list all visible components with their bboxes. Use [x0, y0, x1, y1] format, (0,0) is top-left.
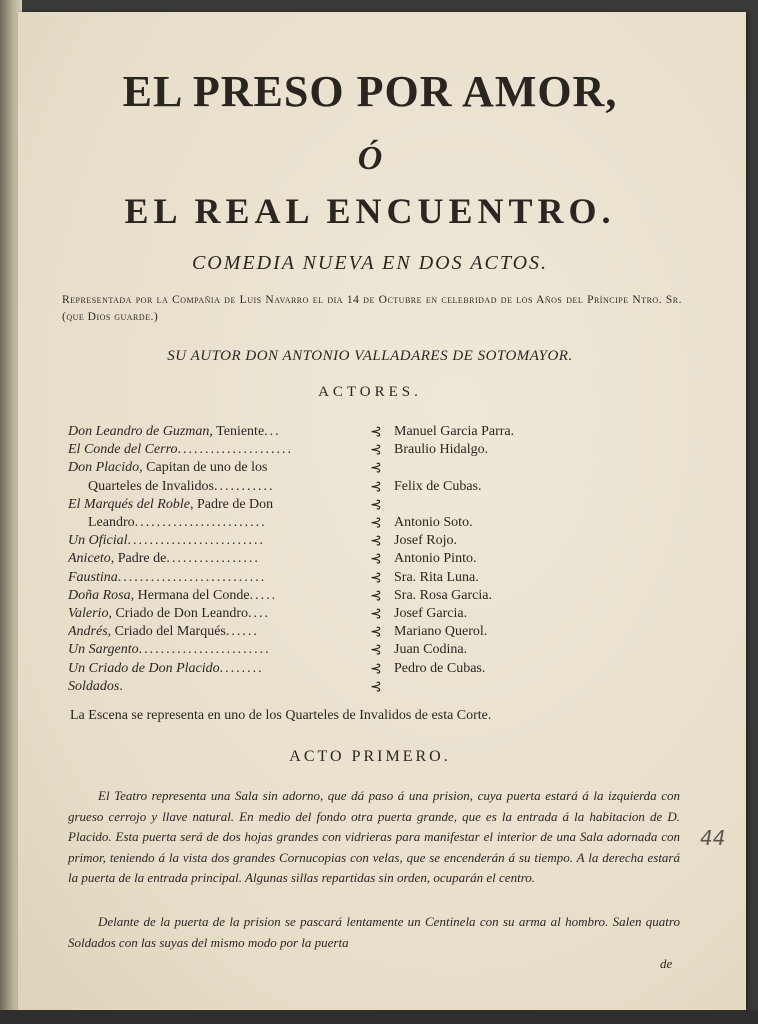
- scan-border: [0, 1010, 758, 1024]
- leader-dots: .....................: [177, 442, 294, 458]
- ornament-glyph: ⊰: [370, 461, 382, 477]
- ornament-glyph: ⊰: [370, 479, 382, 495]
- leader-dots: ........................: [138, 642, 271, 658]
- role-name: Soldados: [68, 678, 120, 694]
- ornament-glyph: ⊰: [370, 552, 382, 568]
- pencil-folio-note: 44: [700, 826, 726, 850]
- cast-role: [68, 533, 360, 549]
- actor-name: Sra. Rita Luna.: [394, 569, 479, 585]
- representation-note: Representada por la Compañia de Luis Navarro el dia 14 de Octubre en celebridad de los Años del Príncipe Ntro. Sr. (que Dios guarde.): [62, 294, 682, 323]
- role-description: Leandro: [88, 515, 135, 530]
- cast-row: [0, 551, 740, 569]
- role-name: Aniceto: [68, 551, 111, 567]
- ornament-glyph: ⊰: [370, 588, 382, 604]
- ornament-glyph: ⊰: [370, 625, 382, 641]
- cast-row: [0, 570, 740, 588]
- role-name: Un Sargento: [68, 642, 139, 658]
- role-name: Un Criado de Don Placido: [68, 660, 220, 676]
- scene-setting: La Escena se representa en uno de los Quarteles de Invalidos de esta Corte.: [70, 708, 492, 723]
- cast-role: [68, 497, 360, 513]
- role-description: , Criado del Marqués: [107, 624, 226, 640]
- cast-row: [0, 460, 740, 478]
- cast-role: [68, 606, 360, 622]
- cast-role: [68, 442, 360, 458]
- role-name: Faustina: [68, 569, 118, 585]
- role-description: , Padre de: [110, 551, 167, 567]
- leader-dots: .....: [249, 587, 278, 603]
- actor-name: Pedro de Cubas.: [394, 660, 486, 676]
- leader-dots: .........................: [127, 533, 265, 549]
- role-description: Quarteles de Invalidos: [88, 478, 214, 494]
- role-description: , Capitan de uno de los: [139, 460, 268, 476]
- role-name: Don Placido: [68, 460, 140, 476]
- role-description: , Padre de Don: [189, 496, 274, 512]
- actor-name: Antonio Soto.: [394, 515, 473, 530]
- ornament-glyph: ⊰: [370, 643, 382, 659]
- cast-row: [0, 479, 740, 497]
- cast-row: [0, 533, 740, 551]
- actor-name: Josef Garcia.: [394, 606, 468, 621]
- cast-row: [0, 642, 740, 660]
- act-heading: ACTO PRIMERO.: [289, 748, 451, 765]
- cast-role: [68, 679, 360, 695]
- role-name: El Conde del Cerro: [68, 442, 178, 458]
- leader-dots: ...........................: [117, 569, 267, 585]
- ornament-glyph: ⊰: [370, 607, 382, 622]
- stage-direction-1: El Teatro representa una Sala sin adorno, que dá paso á una prision, cuya puerta estará á la izquierda con grueso cerrojo y llave natural. En medio del fondo otra puerta grande, que es la entrada á la habitacion de D. Placido. Esta puerta será de dos hojas grandes con vidrieras para manifestar el interior de una Sala adornada con primor, teniendo á la vista dos grandes Cornucopias con velas, que se encenderán á su tiempo. A la derecha estará la puerta de la entrada principal. Algunas sillas repartidas sin orden, ocuparán el centro.: [68, 788, 680, 885]
- leader-dots: ........: [219, 660, 264, 676]
- stage-direction-2: Delante de la puerta de la prision se pascará lentamente un Centinela con su arma al hombro. Salen quatro Soldados con las suyas del mismo modo por la puerta: [68, 914, 680, 950]
- actors-heading: ACTORES.: [318, 384, 422, 400]
- cast-row: [0, 679, 740, 697]
- title-connector: Ó: [357, 140, 383, 177]
- actor-name: Mariano Querol.: [394, 624, 488, 640]
- ornament-glyph: ⊰: [370, 570, 382, 586]
- role-description: , Criado de Don Leandro: [108, 606, 249, 621]
- role-name: Doña Rosa: [68, 587, 131, 603]
- cast-row: [0, 624, 740, 642]
- ornament-glyph: ⊰: [370, 425, 382, 440]
- title-line-2: EL REAL ENCUENTRO.: [124, 191, 616, 231]
- actor-name: Sra. Rosa Garcia.: [394, 587, 492, 603]
- actor-name: Antonio Pinto.: [394, 551, 477, 567]
- role-name: Un Oficial: [68, 533, 128, 549]
- cast-role: [68, 570, 360, 586]
- cast-row: [0, 588, 740, 606]
- cast-role: [88, 515, 380, 531]
- catchword: de: [660, 956, 673, 971]
- cast-role: [68, 551, 360, 567]
- ornament-glyph: ⊰: [370, 443, 382, 459]
- cast-row: [0, 661, 740, 679]
- ornament-glyph: ⊰: [370, 534, 382, 550]
- leader-dots: ....: [248, 606, 271, 621]
- leader-dots: ...: [264, 424, 281, 439]
- role-description: , Teniente: [209, 424, 265, 439]
- role-description: , Hermana del Conde: [130, 587, 250, 603]
- actor-name: Braulio Hidalgo.: [394, 442, 489, 458]
- role-name: Andrés: [68, 624, 108, 640]
- role-name: El Marqués del Roble: [68, 496, 190, 512]
- leader-dots: ......: [225, 624, 259, 640]
- title-line-1: EL PRESO POR AMOR,: [122, 67, 618, 116]
- role-description: .: [119, 678, 123, 694]
- leader-dots: ........................: [134, 515, 267, 530]
- cast-row: [0, 442, 740, 460]
- subtitle: COMEDIA NUEVA EN DOS ACTOS.: [191, 252, 549, 274]
- cast-role: [68, 624, 360, 640]
- cast-row: [0, 606, 740, 624]
- actor-name: Manuel Garcia Parra.: [394, 424, 515, 439]
- role-name: Don Leandro de Guzman: [68, 424, 210, 439]
- cast-role: [68, 642, 360, 658]
- author-line: SU AUTOR DON ANTONIO VALLADARES DE SOTOMAYOR.: [167, 348, 573, 364]
- ornament-glyph: ⊰: [370, 661, 382, 677]
- leader-dots: .................: [166, 551, 260, 567]
- cast-row: [0, 515, 740, 533]
- actor-name: Felix de Cubas.: [394, 478, 482, 494]
- cast-row: [0, 424, 740, 442]
- cast-role: [68, 661, 360, 677]
- cast-role: [68, 588, 360, 604]
- cast-role: [88, 479, 380, 495]
- ornament-glyph: ⊰: [370, 497, 382, 513]
- ornament-glyph: ⊰: [370, 516, 382, 531]
- role-name: Valerio: [68, 606, 109, 621]
- ornament-glyph: ⊰: [370, 679, 382, 695]
- cast-row: [0, 497, 740, 515]
- actor-name: Juan Codina.: [394, 642, 468, 658]
- cast-role: [68, 424, 360, 440]
- cast-role: [68, 460, 360, 476]
- actor-name: Josef Rojo.: [394, 533, 457, 549]
- leader-dots: ...........: [213, 478, 275, 494]
